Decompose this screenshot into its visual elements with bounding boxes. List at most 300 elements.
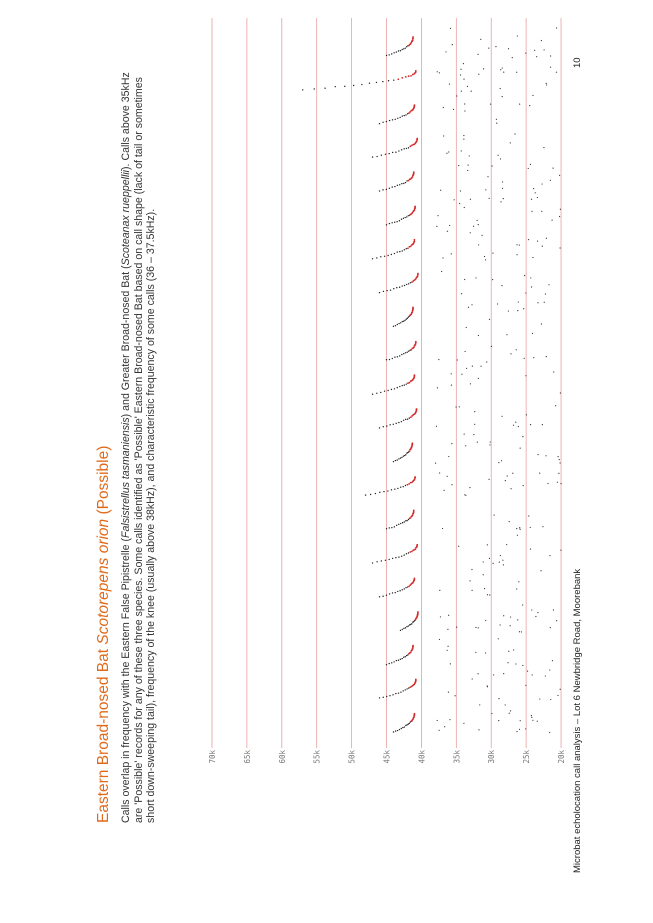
call-point (401, 49, 402, 50)
noise-point (541, 40, 542, 41)
noise-point (558, 456, 559, 457)
call-point (389, 188, 390, 189)
noise-point (519, 103, 520, 104)
call-point (397, 185, 398, 186)
noise-point (459, 406, 460, 407)
noise-point (539, 698, 540, 699)
call-point (406, 383, 407, 384)
noise-point (516, 254, 517, 255)
noise-point (450, 28, 451, 29)
noise-point (556, 620, 557, 621)
noise-point (501, 285, 502, 286)
call-point (402, 522, 403, 523)
noise-point (472, 678, 473, 679)
call-point (402, 629, 403, 630)
call-point (403, 148, 404, 149)
noise-point (489, 198, 490, 199)
call-point (386, 595, 387, 596)
noise-point (532, 257, 533, 258)
noise-point (498, 720, 499, 721)
noise-point (448, 615, 449, 616)
call-point (391, 222, 392, 223)
call-point (403, 628, 404, 629)
call-point (335, 86, 336, 87)
noise-point (487, 685, 488, 686)
call-point (392, 358, 393, 359)
noise-point (531, 715, 532, 716)
call-point (414, 548, 416, 550)
noise-point (505, 704, 506, 705)
y-tick-label: 70k (207, 750, 217, 764)
noise-point (531, 211, 532, 212)
call-point (414, 374, 416, 376)
call-point (405, 76, 407, 78)
noise-point (550, 699, 551, 700)
noise-point (451, 253, 452, 254)
noise-point (510, 710, 511, 711)
noise-point (516, 528, 517, 529)
noise-point (470, 199, 471, 200)
call-point (399, 117, 400, 118)
noise-point (487, 594, 488, 595)
call-point (410, 416, 412, 418)
noise-point (500, 69, 501, 70)
noise-point (498, 155, 499, 156)
call-point (389, 359, 390, 360)
call-point (410, 282, 411, 283)
call-point (407, 247, 409, 249)
call-point (398, 422, 399, 423)
call-point (372, 394, 373, 395)
noise-point (520, 529, 521, 530)
noise-point (464, 494, 465, 495)
call-point (399, 251, 400, 252)
call-point (397, 356, 398, 357)
noise-point (549, 669, 550, 670)
noise-point (543, 49, 544, 50)
noise-point (486, 361, 487, 362)
noise-point (473, 226, 474, 227)
y-tick-label: 30k (487, 750, 497, 764)
noise-point (513, 649, 514, 650)
noise-point (535, 192, 536, 193)
noise-point (550, 180, 551, 181)
noise-point (447, 476, 448, 477)
call-point (404, 285, 405, 286)
y-tick-label: 55k (312, 750, 322, 764)
noise-point (560, 392, 561, 393)
noise-point (488, 47, 489, 48)
call-point (407, 654, 408, 655)
call-point (387, 490, 388, 491)
noise-point (493, 563, 494, 564)
noise-point (539, 473, 540, 474)
noise-point (461, 91, 462, 92)
noise-point (501, 416, 502, 417)
call-point (406, 248, 407, 249)
call-point (400, 50, 401, 51)
call-point (387, 390, 388, 391)
noise-point (550, 55, 551, 56)
noise-point (468, 164, 469, 165)
noise-point (510, 625, 511, 626)
noise-point (537, 197, 538, 198)
noise-point (449, 83, 450, 84)
noise-point (540, 570, 541, 571)
noise-point (460, 190, 461, 191)
noise-point (516, 588, 517, 589)
noise-point (546, 84, 547, 85)
call-point (372, 156, 373, 157)
call-point (392, 558, 393, 559)
call-point (417, 275, 419, 277)
call-point (404, 384, 405, 385)
call-point (383, 491, 384, 492)
call-point (401, 285, 402, 286)
call-point (395, 325, 396, 326)
noise-point (492, 165, 493, 166)
noise-point (458, 165, 459, 166)
noise-point (559, 462, 560, 463)
call-point (414, 476, 416, 478)
noise-point (439, 639, 440, 640)
noise-point (474, 411, 475, 412)
noise-point (509, 713, 510, 714)
call-point (394, 356, 395, 357)
noise-point (478, 224, 479, 225)
call-point (387, 255, 388, 256)
call-point (409, 551, 411, 553)
noise-point (500, 201, 501, 202)
call-point (384, 256, 385, 257)
call-point (394, 388, 395, 389)
noise-point (496, 123, 497, 124)
noise-point (483, 561, 484, 562)
call-point (408, 483, 410, 485)
call-point (400, 691, 401, 692)
noise-point (555, 405, 556, 406)
noise-point (510, 142, 511, 143)
noise-point (478, 244, 479, 245)
call-point (412, 645, 414, 647)
call-point (395, 730, 396, 731)
noise-point (530, 424, 531, 425)
call-point (397, 387, 398, 388)
noise-point (532, 95, 533, 96)
noise-point (506, 544, 507, 545)
noise-point (549, 732, 550, 733)
call-point (396, 221, 397, 222)
call-point (404, 521, 405, 522)
noise-point (547, 483, 548, 484)
call-point (393, 424, 394, 425)
noise-point (507, 475, 508, 476)
call-point (401, 421, 402, 422)
call-point (405, 47, 406, 48)
call-point (386, 696, 387, 697)
noise-point (477, 220, 478, 221)
noise-point (464, 433, 465, 434)
footer-title: Microbat echolocation call analysis – Lot 6 Newbridge Road, Moorebank (572, 568, 583, 873)
noise-point (451, 443, 452, 444)
call-point (376, 257, 377, 258)
call-point (401, 658, 402, 659)
call-point (389, 120, 390, 121)
noise-point (484, 256, 485, 257)
para-part-3: ). Calls above 35kHz are 'Possible' records for any of these three species. Some calls identified as 'Possible' Eastern Broad-nosed Bat based on call shape (lack of tail or sometimes short down-sweeping tail), frequency of the knee (usually above 38kHz), and characteristic frequency of some calls (36 – 37.5kHz). (120, 72, 158, 823)
noise-point (449, 719, 450, 720)
call-point (389, 527, 390, 528)
title-status: (Possible) (95, 445, 112, 519)
noise-point (443, 107, 444, 108)
call-point (400, 523, 401, 524)
call-point (403, 656, 404, 657)
noise-point (503, 72, 504, 73)
noise-point (466, 368, 467, 369)
noise-point (510, 353, 511, 354)
noise-point (531, 199, 532, 200)
call-point (388, 80, 389, 81)
call-point (408, 215, 409, 216)
call-point (399, 386, 400, 387)
noise-point (536, 56, 537, 57)
noise-point (436, 226, 437, 227)
noise-point (439, 472, 440, 473)
call-point (401, 354, 402, 355)
noise-point (439, 590, 440, 591)
noise-point (537, 240, 538, 241)
noise-point (491, 713, 492, 714)
noise-point (461, 374, 462, 375)
noise-point (525, 685, 526, 686)
noise-point (437, 71, 438, 72)
noise-point (447, 650, 448, 651)
call-point (404, 588, 405, 589)
call-point (393, 79, 394, 80)
noise-point (530, 527, 531, 528)
noise-point (473, 434, 474, 435)
call-point (393, 52, 394, 53)
call-point (406, 216, 407, 217)
call-point (404, 726, 405, 727)
noise-point (502, 560, 503, 561)
noise-point (475, 627, 476, 628)
call-point (405, 520, 406, 521)
noise-point (506, 334, 507, 335)
noise-point (500, 624, 501, 625)
call-point (401, 77, 403, 79)
noise-point (453, 109, 454, 110)
noise-point (471, 590, 472, 591)
noise-point (436, 426, 437, 427)
noise-point (518, 301, 519, 302)
noise-point (477, 54, 478, 55)
noise-point (550, 67, 551, 68)
call-point (403, 353, 404, 354)
noise-point (440, 616, 441, 617)
noise-point (471, 91, 472, 92)
noise-point (489, 594, 490, 595)
noise-point (451, 373, 452, 374)
call-point (394, 488, 395, 489)
noise-point (439, 730, 440, 731)
noise-point (503, 615, 504, 616)
noise-point (466, 327, 467, 328)
call-point (392, 694, 393, 695)
noise-point (448, 456, 449, 457)
noise-point (469, 580, 470, 581)
noise-point (516, 72, 517, 73)
call-point (369, 83, 370, 84)
noise-point (451, 385, 452, 386)
call-point (386, 121, 387, 122)
call-point (394, 526, 395, 527)
noise-point (498, 462, 499, 463)
call-point (402, 486, 403, 487)
call-point (406, 553, 407, 554)
noise-point (491, 346, 492, 347)
call-point (407, 318, 408, 319)
call-point (408, 147, 409, 148)
noise-point (439, 72, 440, 73)
call-point (393, 288, 394, 289)
noise-point (537, 612, 538, 613)
noise-point (475, 652, 476, 653)
noise-point (492, 279, 493, 280)
noise-point (500, 555, 501, 556)
call-point (324, 88, 325, 89)
noise-point (558, 473, 559, 474)
call-point (398, 524, 399, 525)
noise-point (527, 670, 528, 671)
noise-point (530, 277, 531, 278)
noise-point (559, 216, 560, 217)
call-point (414, 239, 416, 241)
y-tick-label: 35k (452, 750, 462, 764)
title-species: Scotorepens orion (95, 518, 112, 645)
noise-point (444, 490, 445, 491)
noise-point (541, 211, 542, 212)
noise-point (523, 485, 524, 486)
noise-point (500, 158, 501, 159)
call-point (391, 527, 392, 528)
noise-point (553, 609, 554, 610)
call-point (393, 461, 394, 462)
noise-point (470, 232, 471, 233)
call-point (386, 664, 387, 665)
noise-point (464, 207, 465, 208)
y-tick-label: 40k (417, 750, 427, 764)
noise-point (475, 277, 476, 278)
noise-point (517, 619, 518, 620)
noise-point (479, 704, 480, 705)
call-point (382, 122, 383, 123)
noise-point (560, 689, 561, 690)
call-point (402, 727, 403, 728)
para-part-1: Calls overlap in frequency with the Eastern False Pipistrelle ( (120, 538, 132, 823)
noise-point (529, 105, 530, 106)
call-point (389, 424, 390, 425)
noise-point (485, 652, 486, 653)
noise-point (519, 729, 520, 730)
call-point (398, 50, 399, 51)
call-point (414, 577, 416, 579)
noise-point (546, 83, 547, 84)
call-point (379, 123, 380, 124)
call-point (386, 55, 387, 56)
call-point (403, 218, 404, 219)
call-point (412, 306, 414, 308)
noise-point (470, 383, 471, 384)
noise-point (545, 293, 546, 294)
noise-point (443, 135, 444, 136)
noise-point (472, 366, 473, 367)
call-point (415, 341, 417, 343)
noise-point (513, 425, 514, 426)
call-point (401, 728, 402, 729)
call-point (394, 253, 395, 254)
call-point (393, 661, 394, 662)
noise-point (522, 665, 523, 666)
call-point (394, 186, 395, 187)
noise-point (557, 482, 558, 483)
call-point (398, 150, 399, 151)
call-point (372, 258, 373, 259)
call-point (386, 359, 387, 360)
call-point (386, 290, 387, 291)
noise-point (448, 151, 449, 152)
call-point (379, 427, 380, 428)
noise-point (526, 414, 527, 415)
call-point (386, 425, 387, 426)
call-point (403, 48, 404, 49)
call-point (406, 148, 407, 149)
call-point (397, 324, 398, 325)
noise-point (515, 421, 516, 422)
call-point (406, 688, 407, 689)
noise-point (516, 731, 517, 732)
noise-point (517, 535, 518, 536)
call-point (399, 287, 400, 288)
noise-point (508, 48, 509, 49)
call-point (386, 189, 387, 190)
noise-point (464, 279, 465, 280)
call-point (393, 326, 394, 327)
noise-point (543, 147, 544, 148)
noise-point (552, 167, 553, 168)
noise-point (516, 244, 517, 245)
noise-point (477, 673, 478, 674)
noise-point (528, 515, 529, 516)
call-point (404, 249, 405, 250)
call-point (383, 291, 384, 292)
call-point (406, 284, 407, 285)
call-point (398, 660, 399, 661)
noise-point (478, 74, 479, 75)
noise-point (460, 69, 461, 70)
call-point (388, 153, 389, 154)
noise-point (469, 487, 470, 488)
noise-point (463, 63, 464, 64)
y-tick-label: 45k (382, 750, 392, 764)
noise-point (450, 663, 451, 664)
call-point (314, 88, 315, 89)
noise-point (463, 135, 464, 136)
call-point (413, 171, 415, 173)
noise-point (463, 723, 464, 724)
noise-point (556, 27, 557, 28)
call-point (395, 693, 396, 694)
